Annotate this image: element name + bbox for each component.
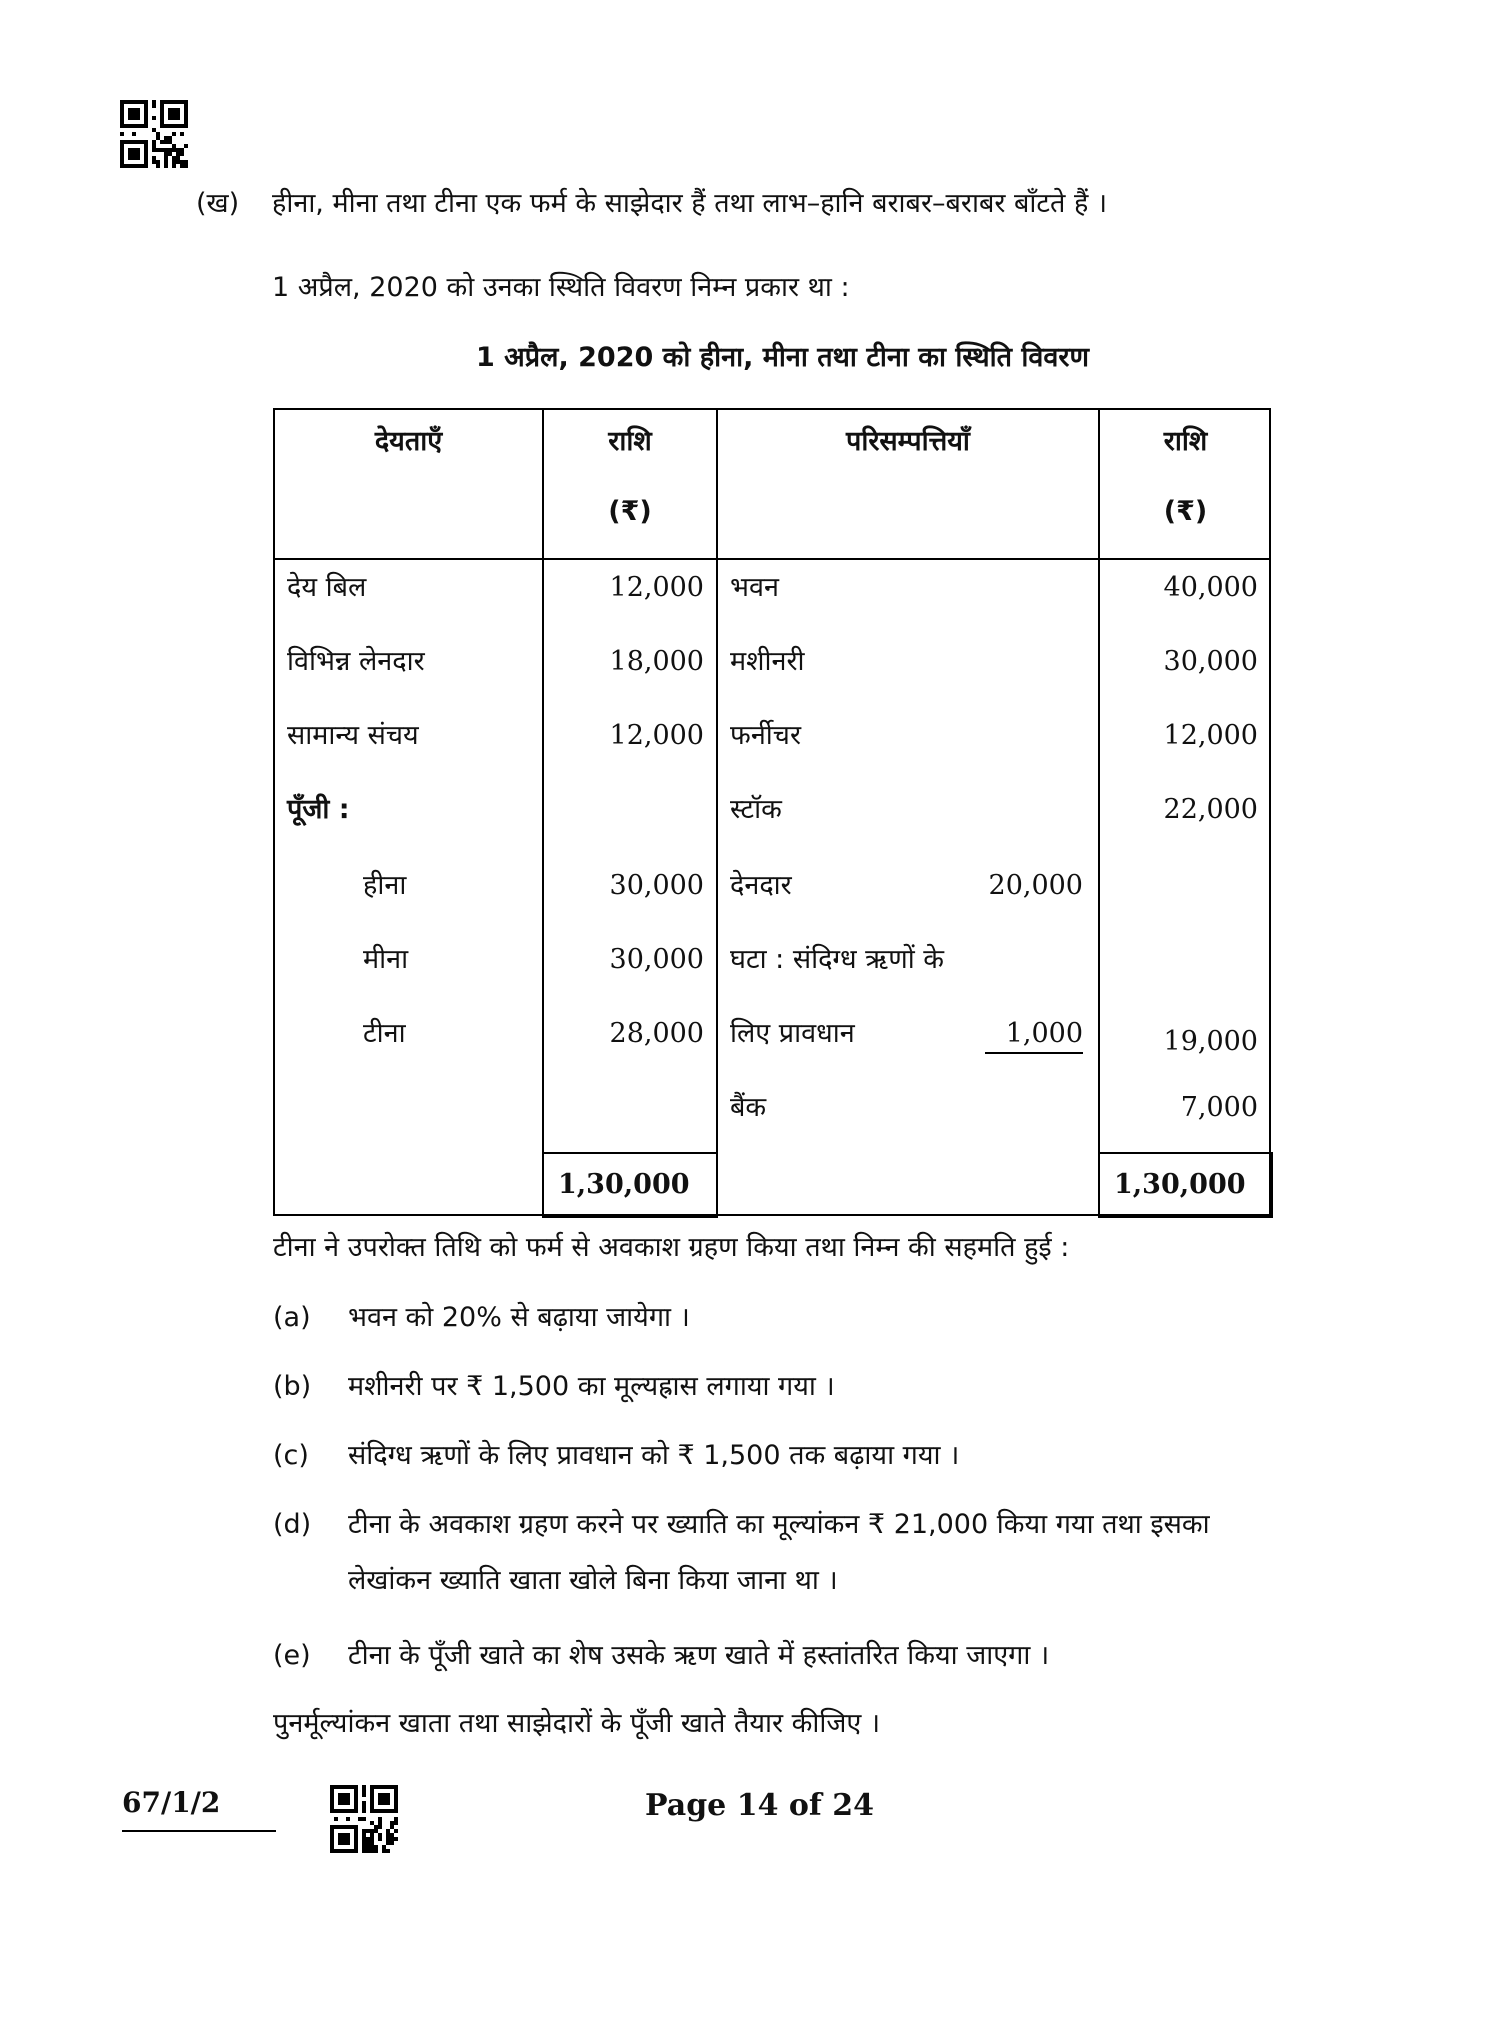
condition-marker: (b) (273, 1371, 312, 1402)
qr-code-icon (120, 100, 188, 168)
liability-label-capital: पूँजी : (287, 794, 350, 825)
question-label: (ख) (196, 188, 240, 219)
condition-text: टीना के पूँजी खाते का शेष उसके ऋण खाते में हस्तांतरित किया जाएगा । (348, 1640, 1050, 1671)
question-intro: हीना, मीना तथा टीना एक फर्म के साझेदार हैं तथा लाभ–हानि बराबर–बराबर बाँटते हैं । (272, 188, 1108, 219)
asset-amount: 19,000 (1163, 1026, 1258, 1057)
header-amount-2: राशि (1163, 426, 1208, 457)
liability-label-partner: टीना (363, 1018, 406, 1049)
total-assets: 1,30,000 (1114, 1169, 1246, 1200)
asset-label: फर्नीचर (730, 720, 801, 751)
liability-amount: 30,000 (609, 944, 704, 975)
asset-amount: 22,000 (1163, 794, 1258, 825)
condition-marker: (d) (273, 1509, 312, 1540)
liability-amount: 18,000 (609, 646, 704, 677)
liability-label-partner: हीना (363, 870, 407, 901)
page-number: Page 14 of 24 (645, 1788, 874, 1823)
balance-sheet-table (273, 408, 1271, 1216)
condition-text: टीना के अवकाश ग्रहण करने पर ख्याति का मूल्यांकन ₹ 21,000 किया गया तथा इसका (348, 1509, 1210, 1540)
liability-label: देय बिल (287, 572, 367, 603)
condition-text: मशीनरी पर ₹ 1,500 का मूल्यह्रास लगाया गया । (348, 1371, 835, 1402)
header-amount-2-unit: (₹) (1163, 496, 1208, 527)
asset-amount: 7,000 (1180, 1092, 1258, 1123)
asset-label: घटा : संदिग्ध ऋणों के (730, 944, 945, 975)
header-amount-1: राशि (608, 426, 652, 457)
table-title: 1 अप्रैल, 2020 को हीना, मीना तथा टीना का स्थिति विवरण (475, 342, 1089, 373)
liability-amount: 28,000 (609, 1018, 704, 1049)
asset-label: भवन (730, 572, 779, 603)
asset-amount: 30,000 (1163, 646, 1258, 677)
asset-sub-amount-underlined (985, 1016, 1083, 1054)
agreement-intro: टीना ने उपरोक्त तिथि को फर्म से अवकाश ग्रहण किया तथा निम्न की सहमति हुई : (273, 1232, 1070, 1263)
condition-marker: (e) (273, 1640, 311, 1671)
liability-amount: 30,000 (609, 870, 704, 901)
condition-marker: (c) (273, 1440, 309, 1471)
total-liabilities-box (542, 1152, 718, 1218)
question-subintro: 1 अप्रैल, 2020 को उनका स्थिति विवरण निम्न प्रकार था : (272, 272, 850, 303)
asset-label: लिए प्रावधान (730, 1018, 855, 1049)
condition-text: संदिग्ध ऋणों के लिए प्रावधान को ₹ 1,500 तक बढ़ाया गया । (348, 1440, 960, 1471)
liability-amount: 12,000 (609, 720, 704, 751)
asset-amount: 12,000 (1163, 720, 1258, 751)
total-assets-box (1098, 1152, 1273, 1218)
header-assets: परिसम्पत्तियाँ (846, 426, 970, 457)
liability-label: विभिन्न लेनदार (287, 646, 425, 677)
qr-code-icon (330, 1785, 398, 1853)
asset-label: मशीनरी (730, 646, 805, 677)
liability-amount: 12,000 (609, 572, 704, 603)
provision-amount: 1,000 (985, 1016, 1083, 1054)
liability-label: सामान्य संचय (287, 720, 419, 751)
asset-amount: 40,000 (1163, 572, 1258, 603)
asset-label: बैंक (730, 1092, 767, 1123)
header-liabilities: देयताएँ (374, 426, 443, 457)
asset-label: देनदार (730, 870, 792, 901)
header-amount-1-unit: (₹) (608, 496, 652, 527)
paper-code-underline (122, 1830, 276, 1832)
condition-text-continued: लेखांकन ख्याति खाता खोले बिना किया जाना था । (348, 1565, 838, 1596)
condition-marker: (a) (273, 1302, 311, 1333)
asset-label: स्टॉक (730, 794, 782, 825)
condition-text: भवन को 20% से बढ़ाया जायेगा । (348, 1302, 690, 1333)
asset-sub-amount: 20,000 (988, 870, 1083, 901)
paper-code: 67/1/2 (122, 1786, 221, 1819)
instruction: पुनर्मूल्यांकन खाता तथा साझेदारों के पूँजी खाते तैयार कीजिए । (273, 1708, 881, 1739)
total-liabilities: 1,30,000 (558, 1169, 690, 1200)
liability-label-partner: मीना (363, 944, 409, 975)
